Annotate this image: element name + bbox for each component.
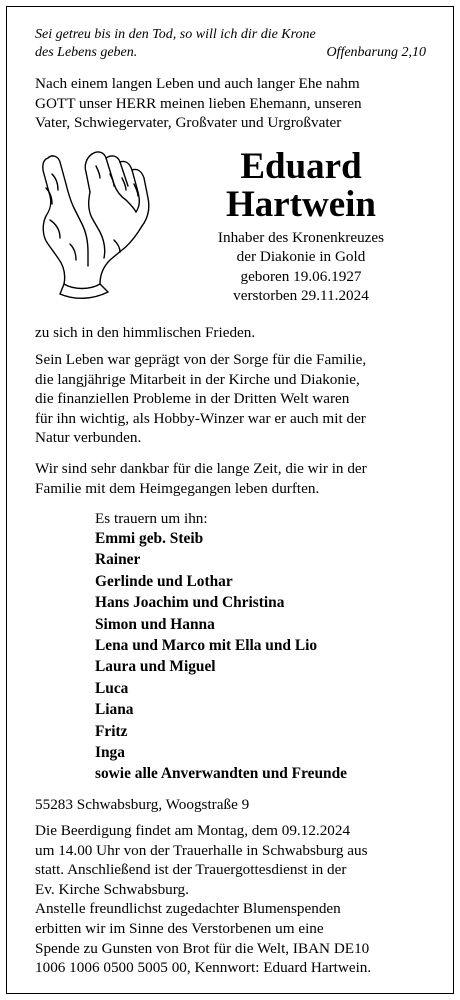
funeral-line: um 14.00 Uhr von der Trauerhalle in Schwabsburg aus [35,841,368,859]
funeral-line: statt. Anschließend ist der Trauergottesdienst in der [35,861,347,879]
mourner-name: Gerlinde und Lothar [95,572,233,590]
detail-line: geboren 19.06.1927 [240,267,362,285]
mourner-name: Rainer [95,551,141,569]
intro-paragraph [35,74,427,133]
gratitude-line: Familie mit dem Heimgegangen leben durften. [35,479,320,497]
praying-hands-icon [30,144,164,302]
mourner-name: Luca [95,679,129,697]
mourner-name: Emmi geb. Steib [95,530,204,547]
life-line: Sein Leben war geprägt von der Sorge für die Familie, [35,351,367,368]
motto-line-1: Sei getreu bis in den Tod, so will ich dir die Krone [35,27,316,42]
family-address: 55283 Schwabsburg, Woogstraße 9 [35,796,250,813]
funeral-line: Spende zu Gunsten von Brot für die Welt, IBAN DE10 [35,939,370,957]
deceased-details [196,228,406,306]
motto-reference: Offenbarung 2,10 [326,45,426,60]
funeral-paragraph [35,821,435,978]
mourners-label: Es trauern um ihn: [95,510,208,527]
mourner-name: Fritz [95,722,128,740]
mourners-list [95,528,347,785]
detail-line: verstorben 29.11.2024 [233,287,369,305]
mourner-name: Laura und Miguel [95,658,216,676]
funeral-line: Die Beerdigung findet am Montag, dem 09.12.2024 [35,822,351,839]
funeral-line: 1006 1006 0500 5005 00, Kennwort: Eduard Hartwein. [35,959,372,977]
motto-line-2: des Lebens geben. [35,45,138,60]
life-line: Natur verbunden. [35,429,142,447]
life-line: die finanziellen Probleme in der Dritten Welt waren [35,390,350,408]
detail-line: Inhaber des Kronenkreuzes [217,229,385,246]
intro-line: Nach einem langen Leben und auch langer Ehe nahm [35,75,360,92]
gratitude-line: Wir sind sehr dankbar für die lange Zeit, die wir in der [35,460,367,477]
mourner-name: Lena und Marco mit Ella und Lio [95,637,318,655]
life-paragraph [35,350,427,448]
intro-line: Vater, Schwiegervater, Großvater und Urgroßvater [35,114,342,132]
life-line: die langjährige Mitarbeit in der Kirche und Diakonie, [35,370,360,388]
gratitude-paragraph [35,459,427,498]
funeral-line: Anstelle freundlichst zugedachter Blumenspenden [35,900,341,918]
mourner-name: sowie alle Anverwandten und Freunde [95,765,347,783]
detail-line: der Diakonie in Gold [236,248,366,266]
mourner-name: Hans Joachim und Christina [95,594,285,612]
deceased-first-name: Eduard [240,146,362,187]
life-line: für ihn wichtig, als Hobby-Winzer war er auch mit der [35,409,366,427]
deceased-last-name: Hartwein [225,184,377,225]
funeral-line: erbitten wir im Sinne des Verstorbenen um eine [35,919,324,937]
mourner-name: Inga [95,744,125,762]
mourner-name: Simon und Hanna [95,615,215,633]
funeral-line: Ev. Kirche Schwabsburg. [35,880,189,898]
frieden-line: zu sich in den himmlischen Frieden. [35,324,256,341]
intro-line: GOTT unser HERR meinen lieben Ehemann, unseren [35,94,362,112]
mourner-name: Liana [95,701,134,719]
